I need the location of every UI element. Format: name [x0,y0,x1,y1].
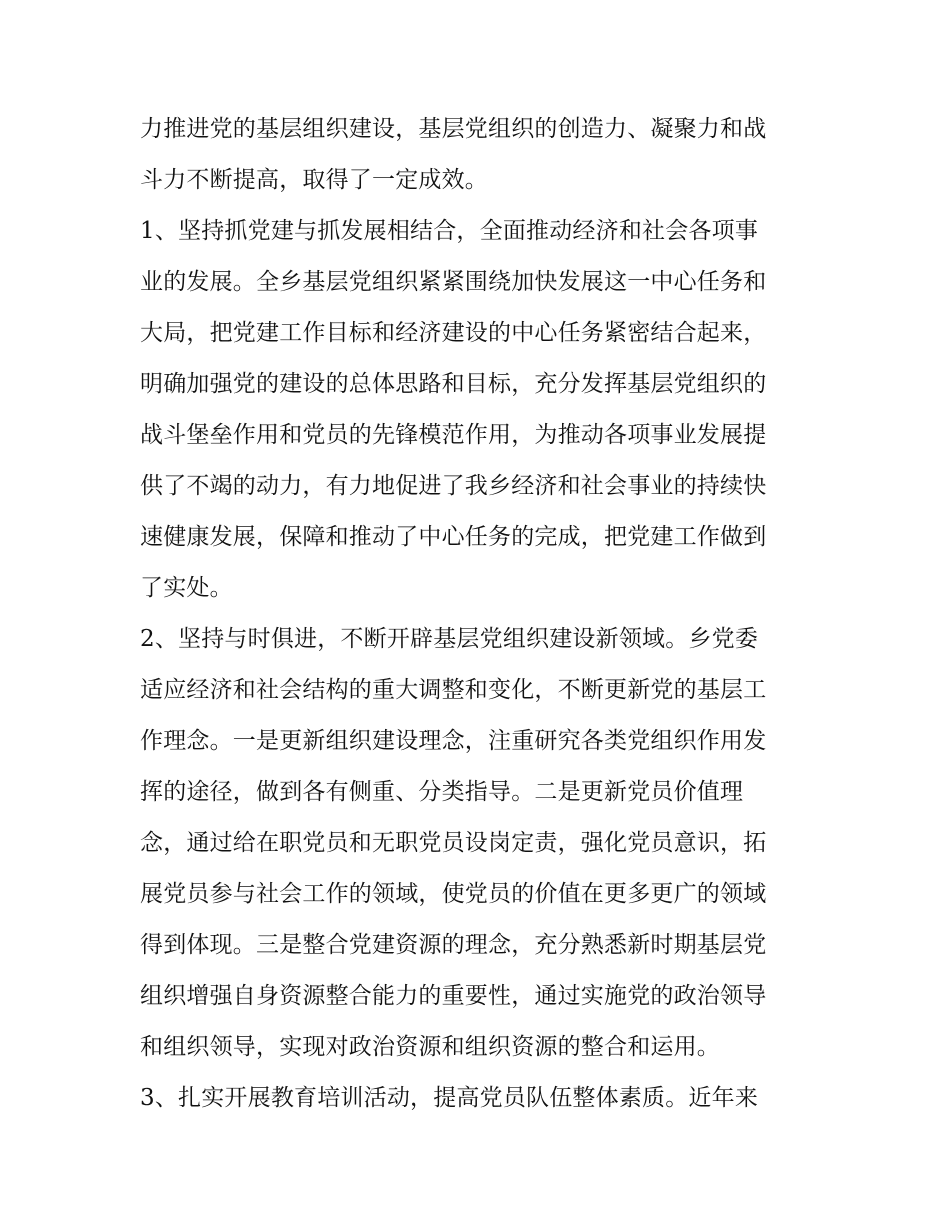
text-line: 念，通过给在职党员和无职党员设岗定责，强化党员意识，拓 [140,830,767,856]
text-line: 速健康发展，保障和推动了中心任务的完成，把党建工作做到 [140,524,767,550]
text-line: 1、坚持抓党建与抓发展相结合，全面推动经济和社会各项事 [140,218,759,244]
text-line: 挥的途径，做到各有侧重、分类指导。二是更新党员价值理 [140,779,744,805]
text-line: 大局，把党建工作目标和经济建设的中心任务紧密结合起来， [140,320,767,346]
text-line: 组织增强自身资源整合能力的重要性，通过实施党的政治领导 [140,983,767,1009]
text-line: 战斗堡垒作用和党员的先锋模范作用，为推动各项事业发展提 [140,422,767,448]
text-line: 展党员参与社会工作的领域，使党员的价值在更多更广的领域 [140,881,767,907]
text-line: 3、扎实开展教育培训活动，提高党员队伍整体素质。近年来 [140,1085,759,1111]
text-line: 作理念。一是更新组织建设理念，注重研究各类党组织作用发 [140,728,767,754]
text-line: 2、坚持与时俱进，不断开辟基层党组织建设新领域。乡党委 [140,626,759,652]
text-line: 了实处。 [140,575,233,601]
document-body [140,104,812,1124]
text-line: 供了不竭的动力，有力地促进了我乡经济和社会事业的持续快 [140,473,767,499]
text-line: 斗力不断提高，取得了一定成效。 [140,167,488,193]
text-line: 适应经济和社会结构的重大调整和变化，不断更新党的基层工 [140,677,767,703]
text-line: 得到体现。三是整合党建资源的理念，充分熟悉新时期基层党 [140,932,767,958]
text-line: 明确加强党的建设的总体思路和目标，充分发挥基层党组织的 [140,371,767,397]
text-line: 力推进党的基层组织建设，基层党组织的创造力、凝聚力和战 [140,116,767,142]
text-line: 和组织领导，实现对政治资源和组织资源的整合和运用。 [140,1034,720,1060]
text-line: 业的发展。全乡基层党组织紧紧围绕加快发展这一中心任务和 [140,269,767,295]
